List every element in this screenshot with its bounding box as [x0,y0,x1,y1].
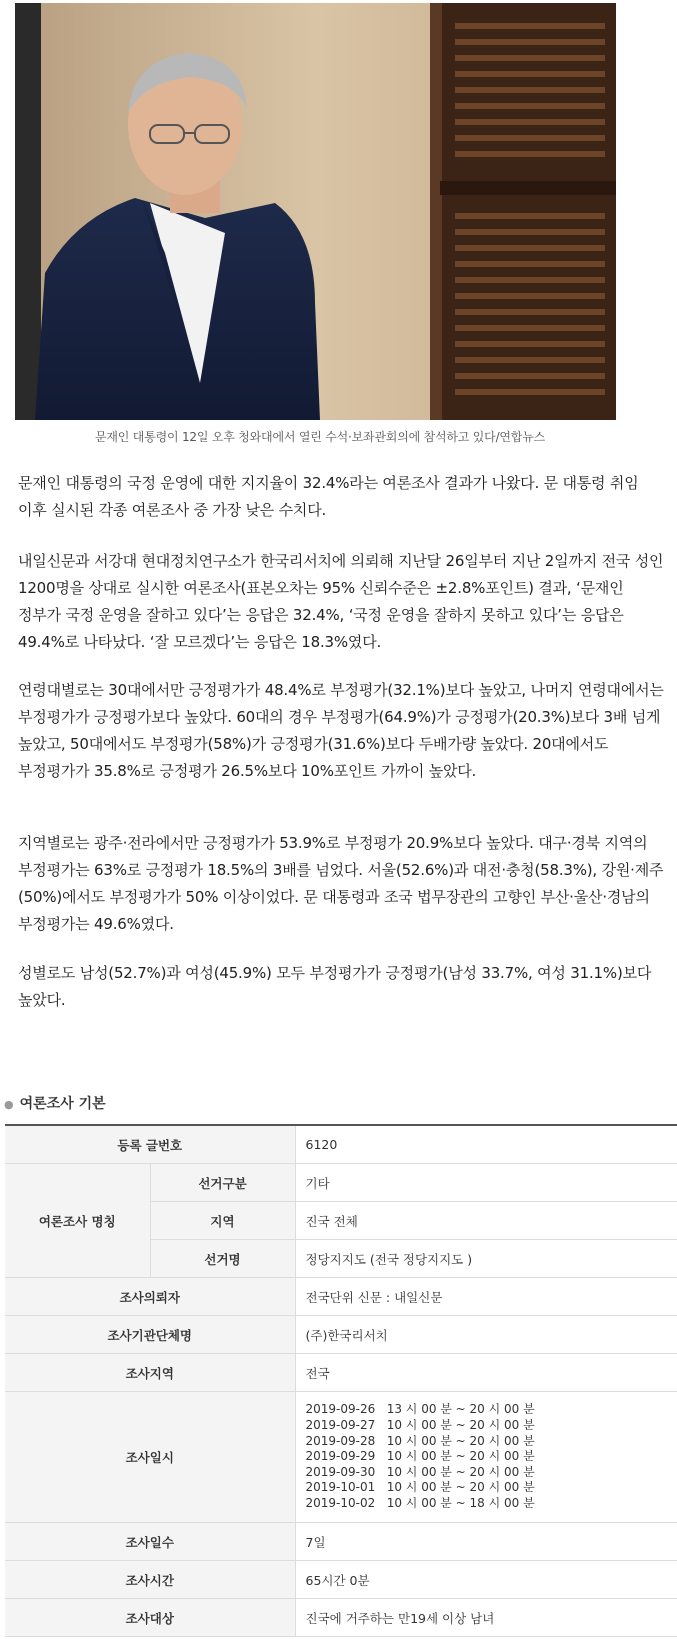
reg-no-value: 6120 [295,1125,677,1164]
date-item: 2019-09-28 10 시 00 분 ~ 20 시 00 분 [305,1433,535,1448]
article-paragraph: 내일신문과 서강대 현대정치연구소가 한국리서치에 의뢰해 지난달 26일부터 지난 2일까지 전국 성인 1200명을 상대로 실시한 여론조사(표본오차는 95% 신뢰수준은 ±2.8%포인트) 결과, ‘문재인 정부가 국정 운영을 잘하고 있다’는 응답은 32.4%, ‘국정 운영을 잘하지 못하고 있다’는 응답은 49.4%로 나타났다. ‘잘 모르겠다’는 응답은 18.3%였다. [18,552,664,651]
area-label: 조사지역 [5,1354,295,1392]
table-row [5,1599,677,1637]
date-item: 2019-09-30 10 시 00 분 ~ 20 시 00 분 [305,1464,535,1479]
table-row [5,1523,677,1561]
target-label: 조사대상 [5,1599,295,1637]
hours-value: 65시간 0분 [295,1561,677,1599]
date-item: 2019-09-29 10 시 00 분 ~ 20 시 00 분 [305,1449,535,1464]
days-value: 7일 [295,1523,677,1561]
table-row [5,1278,677,1316]
date-item: 2019-09-27 10 시 00 분 ~ 20 시 00 분 [305,1418,535,1433]
article-paragraph: 연령대별로는 30대에서만 긍정평가가 48.4%로 부정평가(32.1%)보다 높았고, 나머지 연령대에서는 부정평가가 긍정평가보다 높았다. 60대의 경우 부정평가(64.9%)가 긍정평가(20.3%)보다 3배 넘게 높았고, 50대에서도 부정평가(58%)가 긍정평가(31.6%)보다 두배가량 높았다. 20대에서도 부정평가가 35.8%로 긍정평가 26.5%보다 10%포인트 가까이 높았다. [18,681,664,780]
photo-caption: 문재인 대통령이 12일 오후 청와대에서 열린 수석·보좌관회의에 참석하고 있다/연합뉴스 [95,430,545,444]
table-row [5,1125,677,1164]
reg-no-label: 등록 글번호 [5,1125,295,1164]
survey-info-table [5,1124,677,1637]
region-value: 진국 전체 [295,1202,677,1240]
client-label: 조사의뢰자 [5,1278,295,1316]
agency-value: (주)한국리서치 [295,1316,677,1354]
article-paragraph: 지역별로는 광주·전라에서만 긍정평가가 53.9%로 부정평가 20.9%보다 높았다. 대구·경북 지역의 부정평가는 63%로 긍정평가 18.5%의 3배를 넘었다. 서울(52.6%)과 대전·충청(58.3%), 강원·제주(50%)에서도 부정평가가 50% 이상이었다. 문 대통령과 조국 법무장관의 고향인 부산·울산·경남의 부정평가는 49.6%였다. [18,834,664,933]
election-name-value: 정당지지도 (전국 정당지지도 ) [295,1240,677,1278]
article-paragraph: 문재인 대통령의 국정 운영에 대한 지지율이 32.4%라는 여론조사 결과가 나왔다. 문 대통령 취임 이후 실시된 각종 여론조사 중 가장 낮은 수치다. [18,474,639,519]
table-row [5,1354,677,1392]
survey-name-label: 여론조사 명칭 [5,1164,150,1278]
survey-section-title: ● 여론조사 기본 [4,1096,106,1112]
datetime-label: 조사일시 [5,1392,295,1523]
table-row [5,1316,677,1354]
table-row [5,1392,677,1523]
article-paragraph: 성별로도 남성(52.7%)과 여성(45.9%) 모두 부정평가가 긍정평가(남성 33.7%, 여성 31.1%)보다 높았다. [18,964,652,1009]
region-label: 지역 [150,1202,295,1240]
hours-label: 조사시간 [5,1561,295,1599]
president-photo-illustration [15,3,616,420]
days-label: 조사일수 [5,1523,295,1561]
bullet-icon: ● [4,1098,14,1111]
client-value: 전국단위 신문 : 내일신문 [295,1278,677,1316]
election-name-label: 선거명 [150,1240,295,1278]
datetime-value [295,1392,677,1523]
date-item: 2019-10-02 10 시 00 분 ~ 18 시 00 분 [305,1495,535,1510]
area-value: 전국 [295,1354,677,1392]
table-row [5,1164,677,1202]
date-item: 2019-10-01 10 시 00 분 ~ 20 시 00 분 [305,1480,535,1495]
table-row [5,1561,677,1599]
election-type-value: 기타 [295,1164,677,1202]
election-type-label: 선거구분 [150,1164,295,1202]
date-list [306,1402,668,1511]
date-item: 2019-09-26 13 시 00 분 ~ 20 시 00 분 [305,1402,535,1417]
article-photo [15,3,616,420]
target-value: 진국에 거주하는 만19세 이상 남녀 [295,1599,677,1637]
agency-label: 조사기관단체명 [5,1316,295,1354]
